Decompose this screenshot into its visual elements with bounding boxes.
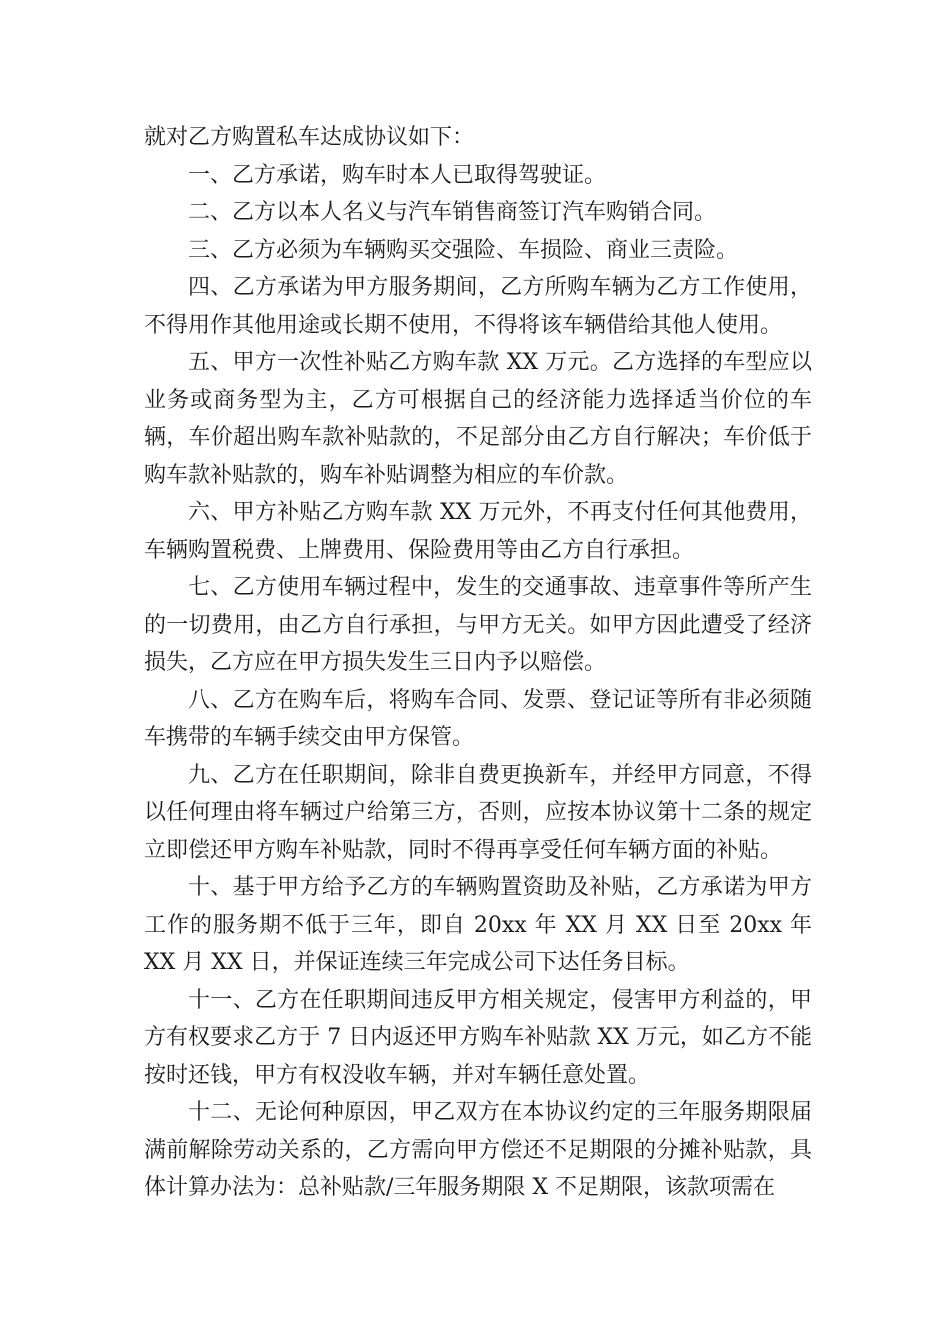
clause-8: 八、乙方在购车后，将购车合同、发票、登记证等所有非必须随车携带的车辆手续交由甲方保管。 <box>144 687 812 750</box>
agreement-body <box>144 119 812 1207</box>
clause-3: 三、乙方必须为车辆购买交强险、车损险、商业三责险。 <box>188 237 739 263</box>
clause-4: 四、乙方承诺为甲方服务期间，乙方所购车辆为乙方工作使用，不得用作其他用途或长期不使用，不得将该车辆借给其他人使用。 <box>144 275 812 338</box>
clause-9: 九、乙方在任职期间，除非自费更换新车，并经甲方同意，不得以任何理由将车辆过户给第三方，否则，应按本协议第十二条的规定立即偿还甲方购车补贴款，同时不得再享受任何车辆方面的补贴。 <box>144 762 812 863</box>
clause-12: 十二、无论何种原因，甲乙双方在本协议约定的三年服务期限届满前解除劳动关系的，乙方需向甲方偿还不足期限的分摊补贴款，具体计算办法为：总补贴款/三年服务期限 X 不足期限，该款项需在 <box>144 1100 812 1200</box>
intro-paragraph: 就对乙方购置私车达成协议如下： <box>144 125 475 150</box>
clause-5: 五、甲方一次性补贴乙方购车款 XX 万元。乙方选择的车型应以业务或商务型为主，乙方可根据自己的经济能力选择适当价位的车辆，车价超出购车款补贴款的，不足部分由乙方自行解决；车价低于购车款补贴款的，购车补贴调整为相应的车价款。 <box>144 350 812 488</box>
clause-7: 七、乙方使用车辆过程中，发生的交通事故、违章事件等所产生的一切费用，由乙方自行承担，与甲方无关。如甲方因此遭受了经济损失，乙方应在甲方损失发生三日内予以赔偿。 <box>144 575 812 675</box>
clause-1: 一、乙方承诺，购车时本人已取得驾驶证。 <box>188 162 607 188</box>
clause-6: 六、甲方补贴乙方购车款 XX 万元外，不再支付任何其他费用，车辆购置税费、上牌费用、保险费用等由乙方自行承担。 <box>144 500 812 563</box>
clause-10: 十、基于甲方给予乙方的车辆购置资助及补贴，乙方承诺为甲方工作的服务期不低于三年，即自 20xx 年 XX 月 XX 日至 20xx 年 XX 月 XX 日，并保证连续三年完成公司下达任务目标。 <box>144 875 812 975</box>
clause-11: 十一、乙方在任职期间违反甲方相关规定，侵害甲方利益的，甲方有权要求乙方于 7 日内返还甲方购车补贴款 XX 万元，如乙方不能按时还钱，甲方有权没收车辆，并对车辆任意处置。 <box>144 987 812 1088</box>
clause-2: 二、乙方以本人名义与汽车销售商签订汽车购销合同。 <box>188 200 717 225</box>
